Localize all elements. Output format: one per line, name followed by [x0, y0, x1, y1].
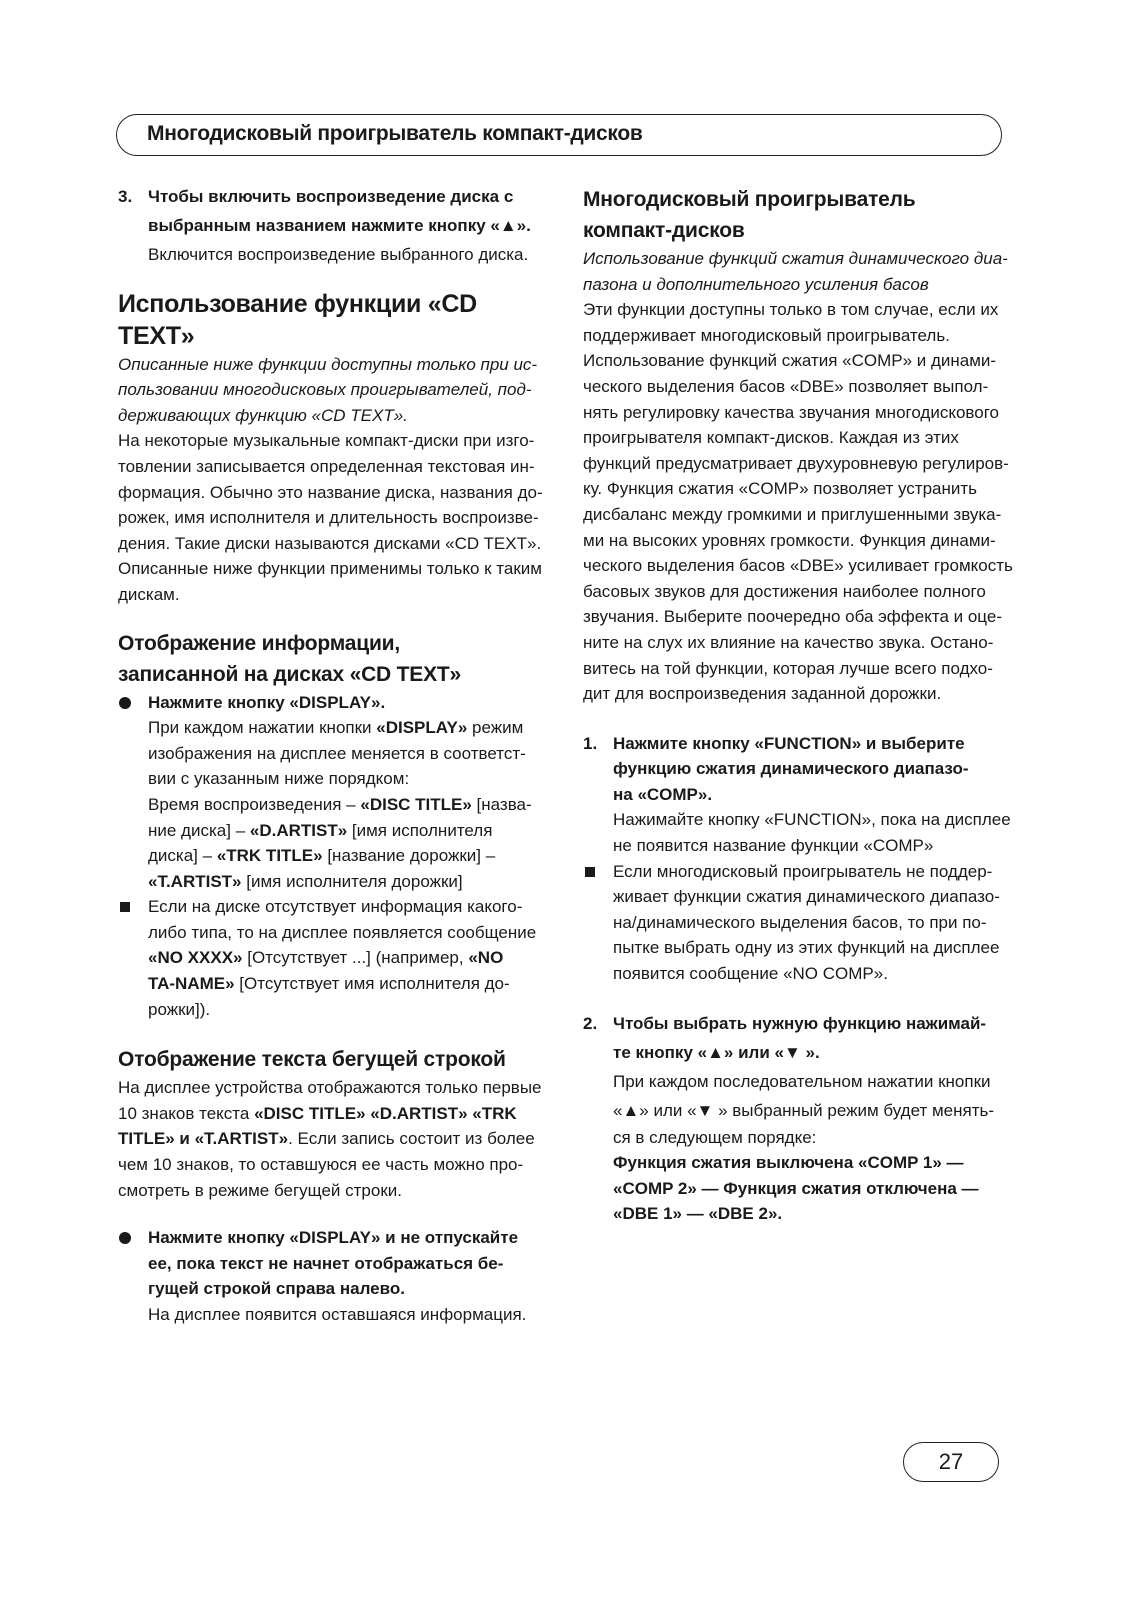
bullet-square-icon — [120, 902, 130, 912]
header-bar — [116, 114, 1002, 156]
display-line-2: изображения на дисплее меняется в соответст- — [148, 743, 526, 763]
display-bullet — [118, 690, 548, 716]
right-body-9: дисбаланс между громкими и приглушенными звука- — [583, 504, 1002, 524]
display-line-6: диска] – «TRK TITLE» [название дорожки] – — [148, 846, 496, 866]
step-1-note-3: на/динамического выделения басов, то при по- — [613, 912, 987, 932]
section-title-scroll: Отображение текста бегущей строкой — [118, 1048, 506, 1072]
display-note — [118, 894, 548, 920]
right-body-6: проигрывателя компакт-дисков. Каждая из этих — [583, 428, 959, 448]
right-title-2: компакт-дисков — [583, 219, 745, 242]
step-3 — [118, 184, 548, 268]
step-2-body-2: «▲» или «▼ » выбранный режим будет менять- — [613, 1100, 995, 1120]
step-1-number: 1. — [583, 733, 598, 753]
step-2-sequence-2: «COMP 2» — Функция сжатия отключена — — [613, 1178, 979, 1198]
right-column — [583, 184, 1013, 1227]
scroll-bullet-2: ее, пока текст не начнет отображаться бе- — [148, 1253, 504, 1273]
cd-text-body-4: рожек, имя исполнителя и длительность воспроизве- — [118, 508, 539, 528]
step-2-body-1: При каждом последовательном нажатии кнопки — [613, 1071, 991, 1091]
right-body-10: ми на высоких уровнях громкости. Функция динами- — [583, 530, 996, 550]
scroll-bullet — [118, 1225, 548, 1251]
right-body-4: ческого выделения басов «DBE» позволяет выпол- — [583, 376, 989, 396]
step-2-sequence-1: Функция сжатия выключена «COMP 1» — — [613, 1153, 964, 1173]
right-body-15: витесь на той функции, которая лучше всего подхо- — [583, 658, 993, 678]
right-body-12: басовых звуков для достижения наиболее полного — [583, 581, 986, 601]
step-1-note-5: появится сообщение «NO COMP». — [613, 964, 888, 984]
display-line-1: При каждом нажатии кнопки «DISPLAY» режим — [148, 718, 524, 738]
cd-text-body-1: На некоторые музыкальные компакт-диски при изго- — [118, 431, 535, 451]
scroll-body-5: смотреть в режиме бегущей строки. — [118, 1180, 402, 1200]
right-intro-2: пазона и дополнительного усиления басов — [583, 274, 929, 294]
section-title-cd-text: Использование функции «CD TEXT» — [118, 289, 477, 350]
scroll-bullet-1: Нажмите кнопку «DISPLAY» и не отпускайте — [148, 1228, 519, 1248]
right-body-7: функций предусматривает двухуровневую регулиров- — [583, 453, 1009, 473]
right-intro-1: Использование функций сжатия динамического диа- — [583, 249, 1008, 268]
right-body-14: ните на слух их влияние на качество звука. Остано- — [583, 632, 994, 652]
display-line-3: вии с указанным ниже порядком: — [148, 769, 410, 789]
display-line-7: «T.ARTIST» [имя исполнителя дорожки] — [148, 871, 463, 891]
cd-text-intro-1: Описанные ниже функции доступны только при ис- — [118, 354, 538, 374]
section-title-display-1: Отображение информации, — [118, 631, 401, 655]
scroll-body-3: TITLE» и «T.ARTIST». Если запись состоит из более — [118, 1129, 535, 1149]
step-1-body-2: не появится название функции «COMP» — [613, 836, 934, 856]
display-note-4: TA-NAME» [Отсутствует имя исполнителя до- — [148, 974, 510, 994]
scroll-body-1: На дисплее устройства отображаются только первые — [118, 1078, 542, 1098]
cd-text-intro-3: держивающих функцию «CD TEXT». — [118, 405, 408, 425]
step-1-body-1: Нажимайте кнопку «FUNCTION», пока на дисплее — [613, 810, 1011, 830]
display-note-3: «NO XXXX» [Отсутствует ...] (например, «NO — [148, 948, 504, 968]
step-2 — [583, 1011, 1013, 1040]
display-note-5: рожки]). — [148, 999, 211, 1019]
scroll-body-4: чем 10 знаков, то оставшуюся ее часть можно про- — [118, 1155, 524, 1175]
right-body-5: нять регулировку качества звучания многодискового — [583, 402, 1000, 422]
step-1-note-4: пытке выбрать одну из этих функций на дисплее — [613, 938, 1000, 958]
cd-text-intro-2: пользовании многодисковых проигрывателей, под- — [118, 380, 532, 400]
right-body-11: ческого выделения басов «DBE» усиливает громкость — [583, 556, 1013, 576]
display-note-1: Если на диске отсутствует информация какого- — [148, 897, 523, 917]
page-number: 27 — [903, 1442, 999, 1482]
display-line-4: Время воспроизведения – «DISC TITLE» [назва- — [148, 794, 532, 814]
step-3-line-2: выбранным названием нажмите кнопку «▲». — [148, 216, 531, 235]
left-column — [118, 184, 548, 1328]
step-2-number: 2. — [583, 1013, 598, 1033]
section-title-display-2: записанной на дисках «CD TEXT» — [118, 662, 462, 686]
right-body-13: звучания. Выберите поочередно оба эффекта и оце- — [583, 607, 1002, 627]
step-1-note-2: живает функции сжатия динамического диапазо- — [613, 887, 1000, 907]
right-body-16: дит для воспроизведения заданной дорожки. — [583, 684, 942, 704]
step-2-head-2: те кнопку «▲» или «▼ ». — [613, 1042, 820, 1062]
scroll-bullet-3: гущей строкой справа налево. — [148, 1279, 405, 1299]
right-body-2: поддерживает многодисковый проигрыватель. — [583, 325, 950, 345]
cd-text-body-5: дения. Такие диски называются дисками «CD TEXT». — [118, 533, 542, 553]
right-body-3: Использование функций сжатия «COMP» и динами- — [583, 351, 997, 371]
display-bullet-head: Нажмите кнопку «DISPLAY». — [148, 692, 386, 712]
bullet-square-icon — [585, 867, 595, 877]
step-2-head-1: Чтобы выбрать нужную функцию нажимай- — [613, 1013, 987, 1033]
step-1 — [583, 731, 1013, 757]
scroll-body-2: 10 знаков текста «DISC TITLE» «D.ARTIST» «TRK — [118, 1103, 517, 1123]
step-1-note — [583, 859, 1013, 885]
right-body-1: Эти функции доступны только в том случае, если их — [583, 300, 999, 320]
step-1-head-1: Нажмите кнопку «FUNCTION» и выберите — [613, 733, 965, 753]
cd-text-body-6: Описанные ниже функции применимы только к таким — [118, 559, 542, 579]
step-3-line-1: Чтобы включить воспроизведение диска с — [148, 187, 514, 206]
right-title-1: Многодисковый проигрыватель — [583, 188, 916, 211]
cd-text-body-2: товлении записывается определенная текстовая ин- — [118, 456, 535, 476]
step-1-head-2: функцию сжатия динамического диапазо- — [613, 759, 969, 779]
step-3-line-3: Включится воспроизведение выбранного диска. — [148, 245, 529, 264]
scroll-after: На дисплее появится оставшаяся информация. — [148, 1305, 527, 1324]
step-2-body-3: ся в следующем порядке: — [613, 1127, 817, 1147]
cd-text-body-3: формация. Обычно это название диска, названия до- — [118, 482, 543, 502]
cd-text-body-7: дискам. — [118, 584, 180, 604]
display-line-5: ние диска] – «D.ARTIST» [имя исполнителя — [148, 820, 493, 840]
step-1-head-3: на «COMP». — [613, 784, 713, 804]
right-body-8: ку. Функция сжатия «COMP» позволяет устранить — [583, 479, 978, 499]
step-3-number: 3. — [118, 187, 133, 206]
header-title: Многодисковый проигрыватель компакт-дисков — [147, 122, 643, 145]
step-2-sequence-3: «DBE 1» — «DBE 2». — [613, 1204, 783, 1224]
step-1-note-1: Если многодисковый проигрыватель не поддер- — [613, 861, 993, 881]
bullet-circle-icon — [119, 697, 131, 709]
display-note-2: либо типа, то на дисплее появляется сообщение — [148, 922, 537, 942]
